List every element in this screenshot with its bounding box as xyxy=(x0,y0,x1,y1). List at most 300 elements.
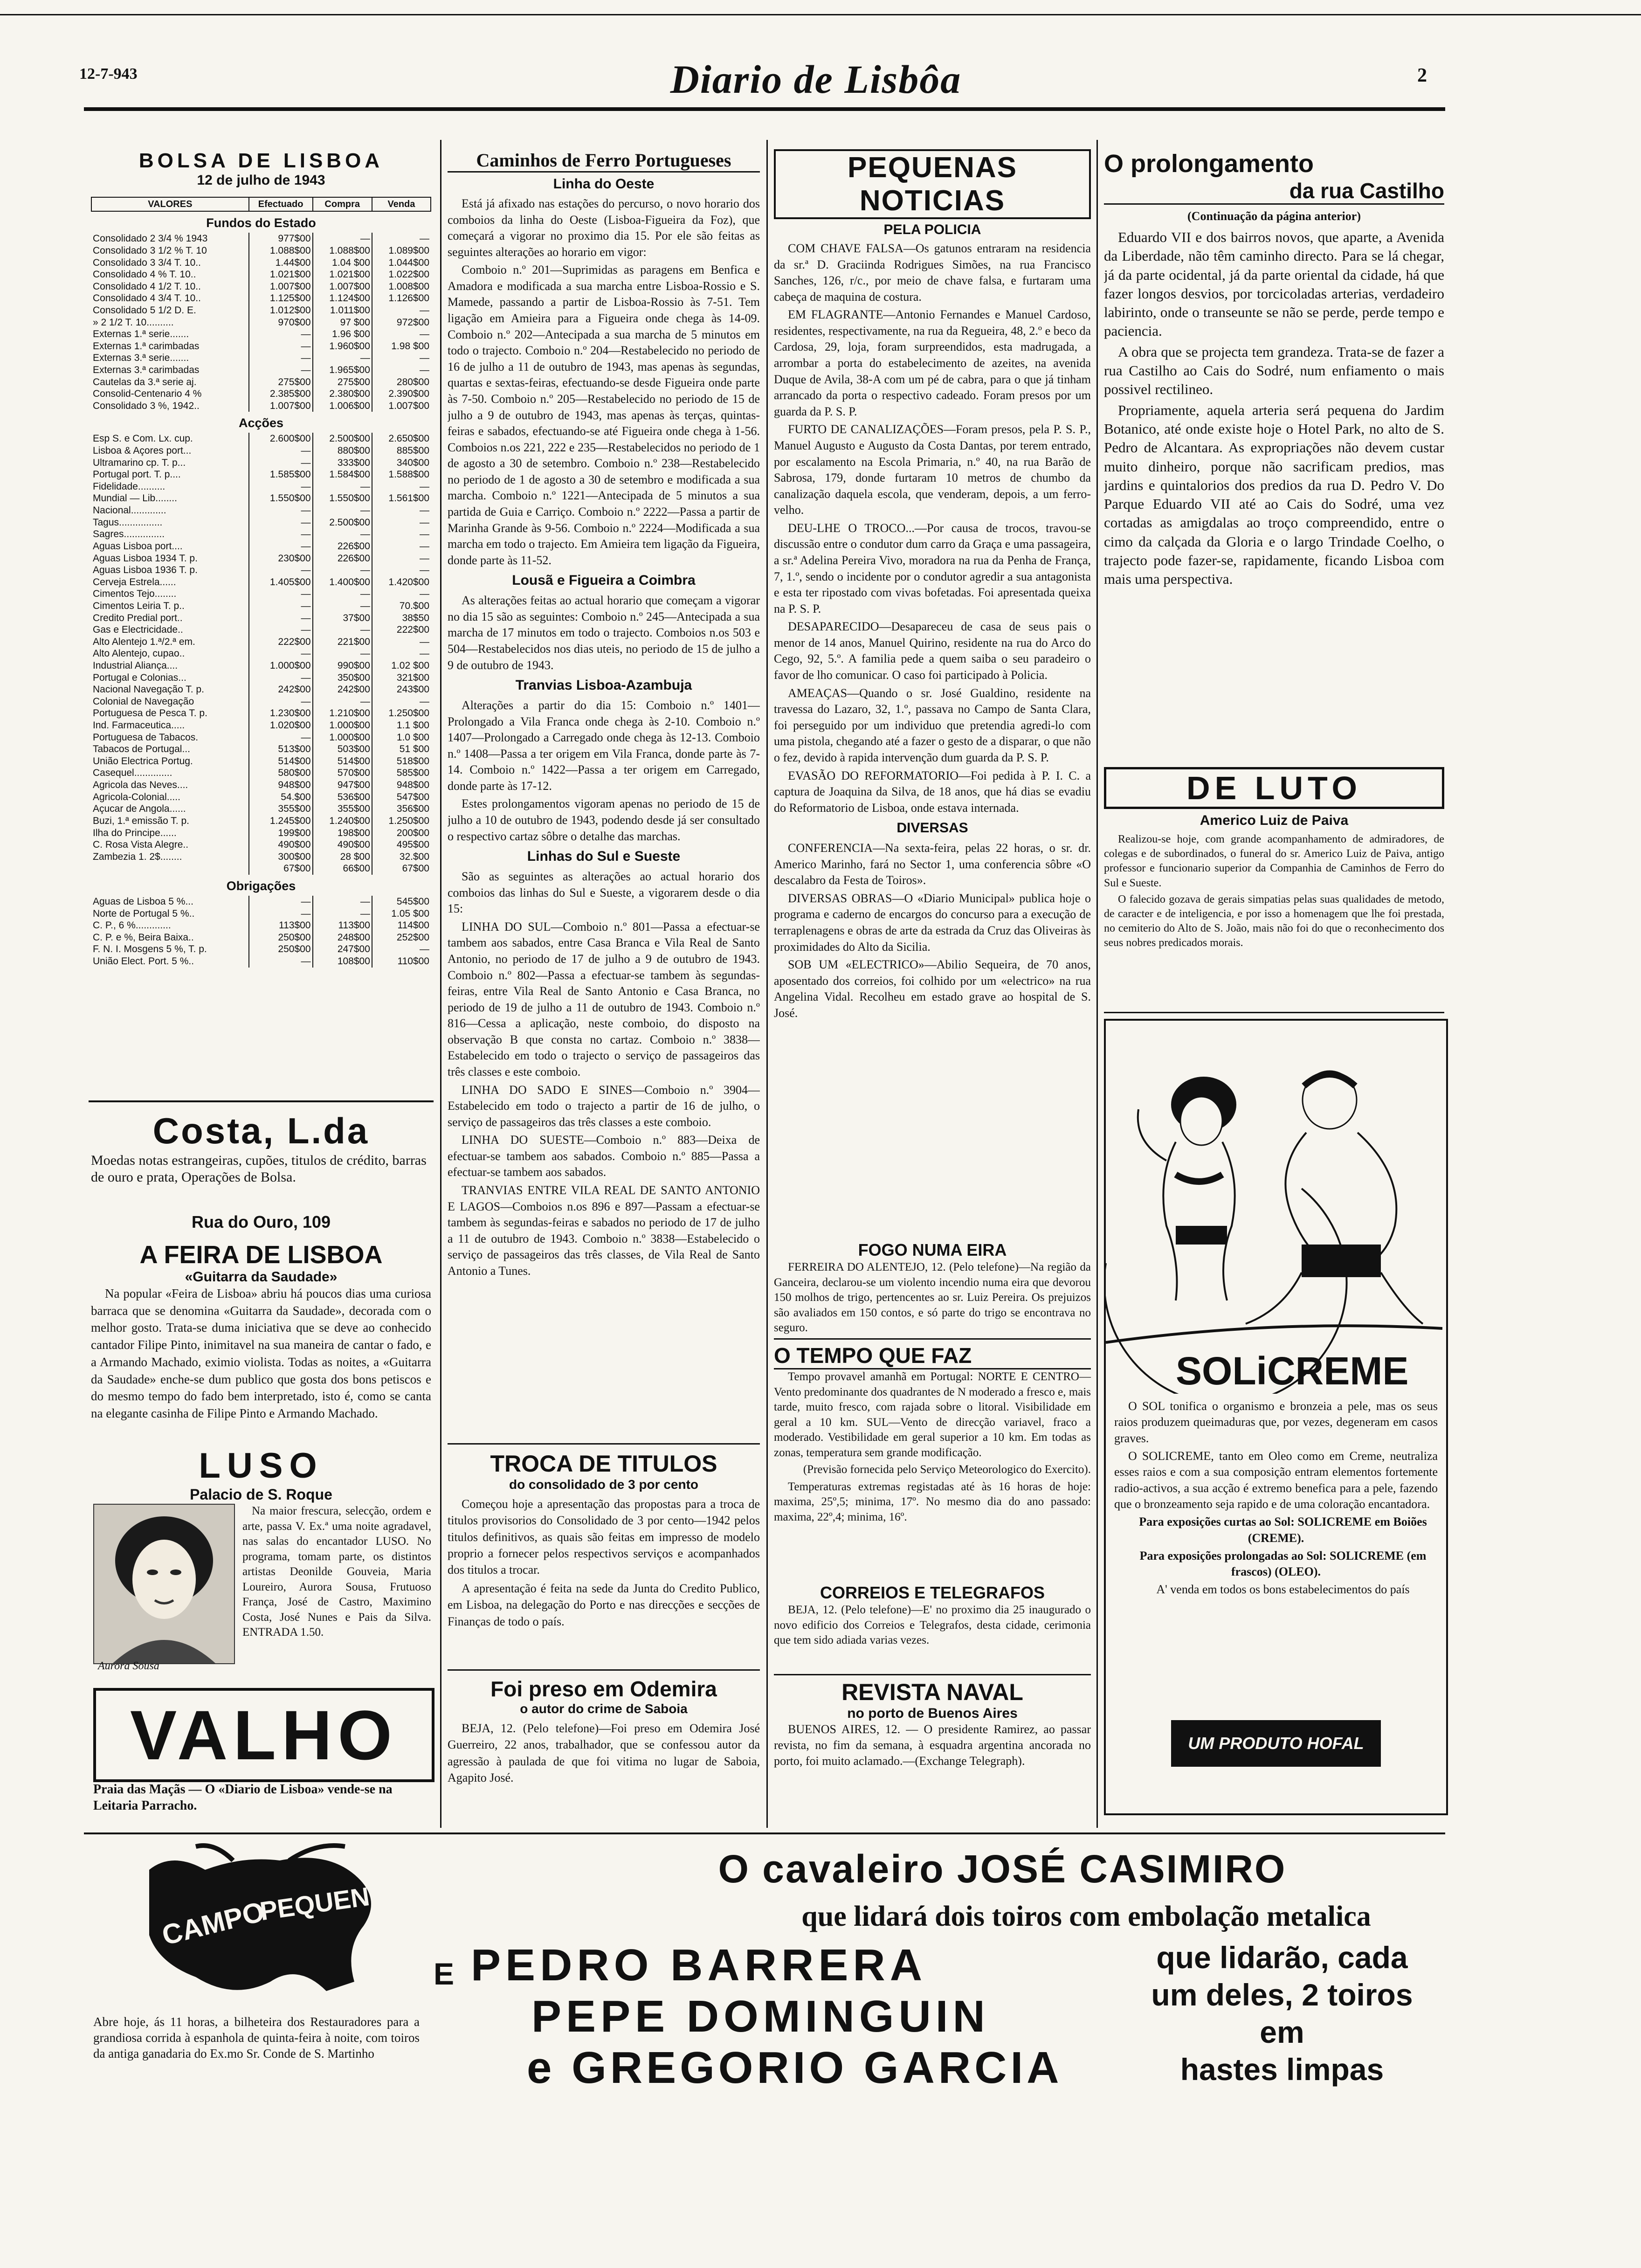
costa-line1: Moedas xyxy=(91,1153,135,1168)
price-cell: 1.000$00 xyxy=(313,719,372,732)
price-cell: 1.007$00 xyxy=(313,281,372,293)
price-cell: 1.960$00 xyxy=(313,340,372,353)
security-name: Consolidado 4 % T. 10.. xyxy=(93,269,196,280)
price-cell: 350$00 xyxy=(313,672,372,684)
security-name: Colonial de Navegação xyxy=(93,696,194,707)
price-cell: 113$00 xyxy=(313,920,372,932)
luto-name: Americo Luiz de Paiva xyxy=(1200,813,1349,828)
price-cell: 1.230$00 xyxy=(249,707,313,719)
price-cell: 1.210$00 xyxy=(313,707,372,719)
security-name: Consolid-Centenario 4 % xyxy=(93,388,202,400)
tempo-article xyxy=(774,1343,1091,1527)
cf-p5: Estes prolongamentos vigoram apenas no periodo de 15 de julho a 10 de outubro de 1943, podendo desde já ser consultado o respectivo cartaz sôbre o detalhe das marchas. xyxy=(448,797,760,843)
pn-p7: EVASÃO DO REFORMATORIO—Foi pedida à P. I. C. a captura de Joaquina da Silva, de 18 anos, que há dias se evadiu do Reformatorio de Lisboa, onde estava internada. xyxy=(774,768,1091,815)
price-cell: — xyxy=(372,943,431,955)
corrida-right2: um deles, 2 toiros xyxy=(1151,1978,1413,2012)
diversas-header: DIVERSAS xyxy=(896,820,968,836)
feira-subtitle: «Guitarra da Saudade» xyxy=(185,1269,338,1285)
price-cell: 333$00 xyxy=(313,457,372,469)
corrida-line2: que lidará dois toiros com embolação metalica xyxy=(801,1901,1371,1932)
price-cell: 1.044$00 xyxy=(372,257,431,269)
security-name: Alto Alentejo, cupao.. xyxy=(93,648,185,659)
price-cell: 885$00 xyxy=(372,445,431,457)
price-cell: 948$00 xyxy=(249,779,313,791)
security-name: Portugal e Colonias... xyxy=(93,672,186,683)
price-cell: 1.007$00 xyxy=(249,400,313,412)
castilho-cont: (Continuação da página anterior) xyxy=(1187,209,1361,223)
table-row xyxy=(91,340,431,353)
price-cell: 1.125$00 xyxy=(249,292,313,304)
sol-p1: O SOL tonifica o organismo e bronzeia a pele, mas os seus raios produzem queimaduras que, por vezes, degeneram em casos graves. xyxy=(1114,1399,1438,1445)
table-row xyxy=(91,352,431,364)
price-cell: 1.550$00 xyxy=(313,492,372,505)
price-cell: 230$00 xyxy=(249,553,313,565)
price-cell: 37$00 xyxy=(313,612,372,624)
price-cell: 32.$00 xyxy=(372,851,431,863)
price-cell: 275$00 xyxy=(249,376,313,388)
pn-p6: AMEAÇAS—Quando o sr. José Gualdino, residente na travessa do Lazaro, 32, 1.º, passava no Campo de Santa Clara, foi perseguido por um individuo que pretendia agredi-lo com uma pistola, chegando até a fazer o gesto de a disparar, o que não o fez, devido à rapida intervenção dum guarda da P. S. P. xyxy=(774,686,1091,764)
security-name: Consolidado 2 3/4 % 1943 xyxy=(93,233,208,244)
security-name: Aguas de Lisboa 5 %... xyxy=(93,896,193,907)
bolsa-title: BOLSA DE LISBOA xyxy=(138,149,384,172)
price-cell: 1.96 $00 xyxy=(313,328,372,340)
price-cell: 1.006$00 xyxy=(313,400,372,412)
fogo-text: FERREIRA DO ALENTEJO, 12. (Pelo telefone)—Na região da Ganceira, declarou-se um violento incendio numa eira que devorou 150 molhos de trigo, pertencentes ao sr. Luiz Pereira. Os prejuizos são avaliados em 150 contos, e só parte do trigo se encontrava no seguro. xyxy=(774,1261,1091,1334)
bolsa-bottom-rule xyxy=(89,1100,434,1102)
table-row xyxy=(91,791,431,803)
table-row xyxy=(91,457,431,469)
cf-title: Caminhos de Ferro Portugueses xyxy=(448,149,760,173)
price-cell: — xyxy=(249,445,313,457)
security-name: Industrial Aliança.... xyxy=(93,660,178,671)
troca-rule xyxy=(448,1669,760,1671)
table-row xyxy=(91,612,431,624)
bolsa-group-header xyxy=(91,412,431,433)
price-cell: 977$00 xyxy=(249,233,313,245)
price-cell: — xyxy=(249,457,313,469)
price-cell: — xyxy=(372,648,431,660)
campo-text: CAMPO xyxy=(159,1895,268,1951)
castilho-article xyxy=(1104,149,1444,760)
table-row xyxy=(91,660,431,672)
price-cell: 1.008$00 xyxy=(372,281,431,293)
castilho-p3: Propriamente, aquela arteria será pequena do Jardim Botanico, até onde existe hoje o Hotel Park, no alto de S. Pedro de Alcantara. As expropriações não devem custar muito dinheiro, porque não sacrificam predios, mas jardins e quintalorios dos predios da rua D. Pedro V. Do Parque Eduardo VII até ao Cais do Sodré, uma vez cortadas as amigdalas ao troço compreendido, entre o cimo da calçada da Gloria e o largo Trindade Coelho, o trajecto pode fazer-se, rapidamente, ficando Lisboa com mais uma perspectiva. xyxy=(1104,401,1444,588)
table-row xyxy=(91,505,431,517)
table-row xyxy=(91,743,431,755)
price-cell: 222$00 xyxy=(372,624,431,636)
table-row xyxy=(91,896,431,908)
price-cell: — xyxy=(249,896,313,908)
cf-h4: Linhas do Sul e Sueste xyxy=(527,849,681,864)
price-cell: — xyxy=(249,352,313,364)
col-efectuado: Efectuado xyxy=(249,197,313,211)
price-cell: — xyxy=(313,648,372,660)
price-cell: — xyxy=(372,553,431,565)
security-name: Sagres............... xyxy=(93,529,165,540)
price-cell: 355$00 xyxy=(249,803,313,815)
tempo-title: O TEMPO QUE FAZ xyxy=(774,1343,1091,1369)
bolsa-group-name: Obrigações xyxy=(226,878,296,893)
price-cell: — xyxy=(372,505,431,517)
cf-p1: Está já afixado nas estações do percurso, o novo horario dos comboios da linha do Oeste (Lisboa-Figueira da Foz), que começará a vigorar no proximo dia 15. Por ele são feitas as seguintes alterações ao horario em vigor: xyxy=(448,197,760,259)
troca-p2: A apresentação é feita na sede da Junta do Credito Publico, em Lisboa, na delegação do Porto e nas direcções e secções de Finanças de todo o país. xyxy=(448,1581,760,1628)
cf-p9: LINHA DO SUESTE—Comboio n.º 883—Deixa de efectuar-se tambem aos sabados. Comboio n.º 885—Passa a efectuar-se tambem aos sabados. xyxy=(448,1133,760,1179)
security-name: Cerveja Estrela...... xyxy=(93,576,176,588)
price-cell: — xyxy=(372,364,431,376)
cf-p8: LINHA DO SADO E SINES—Comboio n.º 3904—Estabelecido em todo o trajecto a partir de 16 de julho, o serviço de passageiros das três classes a este comboio. xyxy=(448,1083,760,1129)
price-cell: 580$00 xyxy=(249,767,313,779)
security-name: Esp S. e Com. Lx. cup. xyxy=(93,433,193,444)
price-cell: 226$00 xyxy=(313,540,372,553)
price-cell: 1.588$00 xyxy=(372,469,431,481)
col-venda: Venda xyxy=(372,197,431,211)
table-row xyxy=(91,588,431,600)
feira-text: Na popular «Feira de Lisboa» abriu há poucos dias uma curiosa barraca que se denomina «Guitarra da Saudade», decorada com o melhor gosto. Trata-se duma iniciativa que se deve ao conhecido cantador Filipe Pinto, inimitavel na sua maneira de cantar o fado, e a Armando Machado, eximio violista. Todas as noites, a «Guitarra da Saudade» enche-se dum publico que gosta dos bons petiscos e do mesmo tempo do fado bem interpretado, isto é, como se canta na elegante casinha de Filipe Pinto e Armando Machado. xyxy=(91,1286,431,1421)
security-name: Zambezia 1. 2$........ xyxy=(93,851,182,862)
revista-subtitle: no porto de Buenos Aires xyxy=(847,1706,1018,1721)
price-cell: 1.584$00 xyxy=(313,469,372,481)
price-cell: — xyxy=(372,636,431,648)
policia-header: PELA POLICIA xyxy=(883,222,981,237)
price-cell: 97 $00 xyxy=(313,317,372,329)
security-name: Consolidado 4 3/4 T. 10.. xyxy=(93,293,201,304)
costa-line3: titulos de crédito, barras de ouro e xyxy=(91,1153,427,1185)
luso-text: Na maior frescura, selecção, ordem e arte, passa V. Ex.ª uma noite agradavel, nas salas do encantador LUSO. No programa, tomam parte, os distintos artistas Deonilde Gouveia, Maria Loureiro, Aurora Sousa, Frutuoso França, José de Castro, Maximino Costa, José Nunes e Pais da Silva. ENTRADA 1.50. xyxy=(242,1505,431,1639)
valho-box xyxy=(93,1688,434,1782)
price-cell: — xyxy=(313,233,372,245)
table-row xyxy=(91,328,431,340)
price-cell: — xyxy=(249,540,313,553)
security-name: União Elect. Port. 5 %.. xyxy=(93,955,194,967)
price-cell: 490$00 xyxy=(313,839,372,851)
table-row xyxy=(91,955,431,968)
security-name: Agricola-Colonial..... xyxy=(93,791,180,802)
revista-article xyxy=(774,1679,1091,1770)
correios-text: BEJA, 12. (Pelo telefone)—E' no proximo dia 25 inaugurado o novo edificio dos Correios e Telegrafos, desta cidade, cerimonia que tem sido adiada varias vezes. xyxy=(774,1604,1091,1646)
price-cell: 1.245$00 xyxy=(249,815,313,827)
price-cell: 1.250$00 xyxy=(372,815,431,827)
bolsa-group-header xyxy=(91,211,431,233)
price-cell: — xyxy=(249,648,313,660)
cf-p2: Comboio n.º 201—Suprimidas as paragens em Benfica e Amadora e modificada a sua marcha entre Lisboa-Rossio e S. Mamede, passando a partir de Lisboa-Rossio às 7-51. Tem ligação em Amieira para a Figueira onde chega às 14-09. Comboio n.º 202—Antecipada a sua marcha de 5 minutos em todo o trajecto. Comboio n.º 204—Restabelecido no periodo de 16 de julho a 11 de outubro de 1943, mas apenas às segundas, quartas e sextas-feiras, efectuando-se desde Figueira onde parte às 7-50. Comboio n.º 205—Restabelecido no periodo de 15 de julho a 9 de outubro de 1943, mas apenas às terças, quintas-feiras e sabados, efectuando-se até Figueira onde chega à 1-56. Comboios n.os 221, 222 e 235—Restabelecidos no periodo de 1 de agosto a 30 de setembro. Comboio n.º 238—Restabelecido no periodo de 1 de agosto a 30 de setembro e modificada a sua marcha. Comboio n.º 1221—Antecipada de 5 minutos a sua partida de Guia e Carriço. Comboio n.º 2222—Passa a partir de Marinha Grande às 9-56. Comboio n.º 2224—Modificada a sua marcha em todo o trajecto. Em Amieira tem ligação da Figueira, donde parte às 11-52. xyxy=(448,263,760,567)
cf-h2: Lousã e Figueira a Coimbra xyxy=(512,573,696,588)
aurora-photo xyxy=(93,1504,235,1664)
price-cell: 1.02 $00 xyxy=(372,660,431,672)
price-cell: 28 $00 xyxy=(313,851,372,863)
security-name: Credito Predial port.. xyxy=(93,612,183,623)
table-row xyxy=(91,624,431,636)
price-cell: 280$00 xyxy=(372,376,431,388)
odemira-subtitle: o autor do crime de Saboia xyxy=(520,1701,688,1716)
luso-title: LUSO xyxy=(199,1446,324,1486)
castilho-title: O prolongamento xyxy=(1104,150,1314,178)
price-cell: 242$00 xyxy=(313,684,372,696)
hofal-product-badge: UM PRODUTO HOFAL xyxy=(1171,1720,1381,1767)
price-cell: 226$00 xyxy=(313,553,372,565)
price-cell: 54.$00 xyxy=(249,791,313,803)
security-name: Ilha do Principe...... xyxy=(93,827,177,838)
price-cell: — xyxy=(313,896,372,908)
price-cell: — xyxy=(249,612,313,624)
corrida-e: E xyxy=(434,1957,455,1991)
security-name: Buzi, 1.ª emissão T. p. xyxy=(93,815,189,826)
table-row xyxy=(91,233,431,245)
price-cell: — xyxy=(313,600,372,612)
price-cell: 970$00 xyxy=(249,317,313,329)
table-row xyxy=(91,576,431,588)
price-cell: 38$50 xyxy=(372,612,431,624)
price-cell: 2.500$00 xyxy=(313,433,372,445)
price-cell: 503$00 xyxy=(313,743,372,755)
sol-p2: O SOLICREME, tanto em Oleo como em Creme, neutraliza esses raios e com a sua composição entram elementos fortemente radio-activos, a sua acção é extremo benefica para a pele, fazendo que o bronzeamento seja rapido e de uma coloração encantadora. xyxy=(1114,1449,1438,1511)
price-cell: — xyxy=(313,564,372,576)
security-name: Cautelas da 3.ª serie aj. xyxy=(93,376,197,387)
masthead-rule xyxy=(84,107,1445,111)
security-name: Portugal port. T. p.... xyxy=(93,469,181,480)
price-cell: — xyxy=(372,588,431,600)
table-row xyxy=(91,469,431,481)
security-name: C. P., 6 %............. xyxy=(93,920,171,931)
table-row xyxy=(91,684,431,696)
price-cell: 972$00 xyxy=(372,317,431,329)
castilho-p1: Eduardo VII e dos bairros novos, que aparte, a Avenida da Liberdade, não têm caminho directo. Para se lá chegar, já da parte ocidental, já da parte oriental da cidade, há que fazer longos desvios, por torcicoladas arterias, verdadeiro labirinto, onde o transeunte se não se perde, perde tempo e paciencia. xyxy=(1104,229,1444,339)
price-cell: 1.124$00 xyxy=(313,292,372,304)
security-name: Portuguesa de Tabacos. xyxy=(93,732,199,743)
price-cell: 518$00 xyxy=(372,755,431,768)
price-cell: 514$00 xyxy=(313,755,372,768)
price-cell: 1.98 $00 xyxy=(372,340,431,353)
pn-p8: CONFERENCIA—Na sexta-feira, pelas 22 horas, o sr. dr. Americo Marinho, fará no Sector 1, uma conferencia sôbre «O descalabro da Festa de Toiros». xyxy=(774,841,1091,887)
table-row xyxy=(91,364,431,376)
table-row xyxy=(91,481,431,493)
price-cell: 570$00 xyxy=(313,767,372,779)
campo-logo xyxy=(93,1842,420,2014)
bolsa-table xyxy=(91,197,431,968)
bottom-ad-rule xyxy=(84,1832,1445,1834)
price-cell: — xyxy=(249,955,313,968)
table-row xyxy=(91,281,431,293)
name-pepe-dominguin: PEPE DOMINGUIN xyxy=(531,1991,990,2041)
bolsa-date: 12 de julho de 1943 xyxy=(197,173,325,188)
price-cell: 545$00 xyxy=(372,896,431,908)
price-cell: — xyxy=(249,340,313,353)
sol-p3: Para exposições curtas ao Sol: SOLICREME em Boiões (CREME). xyxy=(1139,1515,1427,1545)
price-cell: 1.04 $00 xyxy=(313,257,372,269)
price-cell: 221$00 xyxy=(313,636,372,648)
table-row xyxy=(91,292,431,304)
masthead-date: 12-7-943 xyxy=(79,65,138,83)
price-cell: — xyxy=(313,908,372,920)
security-name: Tabacos de Portugal... xyxy=(93,744,190,755)
table-row xyxy=(91,540,431,553)
security-name: Cimentos Tejo........ xyxy=(93,588,177,600)
pn-p2: EM FLAGRANTE—Antonio Fernandes e Manuel Cardoso, residentes, respectivamente, na rua da Regueira, 48, 2.º e beco da Cardosa, 29, loja, foram surpreendidos, esta madrugada, a arrombar a porta do estabelecimento de azeites, na avenida Duque de Avila, 38-A com um pé de cabra, para o que já tinham arrancado da porta o respectivo cadeado. Foram presos por um guarda da P. S. P. xyxy=(774,308,1091,418)
correios-rule xyxy=(774,1674,1091,1675)
price-cell: 114$00 xyxy=(372,920,431,932)
cf-p6: São as seguintes as alterações ao actual horario dos comboios das linhas do Sul e Sueste, a vigorarem desde o dia 15: xyxy=(448,870,760,916)
security-name: União Electrica Portug. xyxy=(93,755,193,767)
bull-logo xyxy=(93,1842,420,2014)
price-cell: 1.0 $00 xyxy=(372,732,431,744)
corrida-right4: hastes limpas xyxy=(1180,2052,1384,2087)
col-rule-3 xyxy=(1096,140,1098,1828)
pn-p4: DEU-LHE O TROCO...—Por causa de trocos, travou-se discussão entre o condutor dum carro da Graça e uma passageira, a sr.ª Adelina Pereira Vivo, moradora na rua da Penha de França, 7, 1.º, sendo o incidente por o condutor agredir a sua antagonista e esta ter ripostado com vivas bofetadas. Foi apresentada queixa na P. S. P. xyxy=(774,521,1091,615)
price-cell: 1.000$00 xyxy=(313,732,372,744)
price-cell: 1.022$00 xyxy=(372,269,431,281)
security-name: Consolidado 3 3/4 T. 10.. xyxy=(93,257,201,268)
top-rule xyxy=(0,14,1641,15)
table-row xyxy=(91,755,431,768)
price-cell: 66$00 xyxy=(313,863,372,875)
bolsa-section xyxy=(91,149,431,1096)
security-name: Tagus................ xyxy=(93,517,163,528)
troca-title: TROCA DE TITULOS xyxy=(490,1451,717,1477)
price-cell: 321$00 xyxy=(372,672,431,684)
correios-article xyxy=(774,1583,1091,1650)
table-row xyxy=(91,600,431,612)
price-cell: — xyxy=(372,481,431,493)
security-name: C. Rosa Vista Alegre.. xyxy=(93,839,189,850)
odemira-text: BEJA, 12. (Pelo telefone)—Foi preso em Odemira José Guerreiro, 22 anos, trabalhador, que se confessou autor da agressão à paulada de que foi vitima no lugar de Saboia, Agapito José. xyxy=(448,1722,760,1785)
luto-article xyxy=(1104,767,1444,953)
price-cell: — xyxy=(249,732,313,744)
price-cell: — xyxy=(372,328,431,340)
name-gregorio-garcia: e GREGORIO GARCIA xyxy=(527,2043,1063,2093)
price-cell: 250$00 xyxy=(249,943,313,955)
solcreme-ad xyxy=(1104,1019,1448,1815)
table-row xyxy=(91,719,431,732)
price-cell: — xyxy=(249,696,313,708)
odemira-article xyxy=(448,1676,760,1788)
table-row xyxy=(91,767,431,779)
table-row xyxy=(91,317,431,329)
valho-title: VALHO xyxy=(130,1696,398,1774)
table-row xyxy=(91,376,431,388)
costa-name: Costa, L.da xyxy=(152,1110,370,1151)
price-cell: 70.$00 xyxy=(372,600,431,612)
price-cell: 51 $00 xyxy=(372,743,431,755)
price-cell: 1.585$00 xyxy=(249,469,313,481)
price-cell: — xyxy=(372,352,431,364)
correios-title: CORREIOS E TELEGRAFOS xyxy=(820,1583,1045,1602)
page-number: 2 xyxy=(1417,65,1427,86)
security-name: Fidelidade.......... xyxy=(93,481,165,492)
price-cell: 1.021$00 xyxy=(313,269,372,281)
security-name: Ind. Farmaceutica..... xyxy=(93,720,185,731)
corrida-right1: que lidarão, cada xyxy=(1156,1940,1408,1975)
security-name: Consolidado 3 1/2 % T. 10 xyxy=(93,245,207,256)
security-name: Consolidado 5 1/2 D. E. xyxy=(93,304,196,316)
tempo-p3: Temperaturas extremas registadas até às 16 horas de hoje: maxima, 25º,5; minima, 17º. No mesmo dia do ano passado: maxima, 22º,4; minima, 16º. xyxy=(774,1480,1091,1523)
price-cell: 1.088$00 xyxy=(313,245,372,257)
table-row xyxy=(91,257,431,269)
odemira-title: Foi preso em Odemira xyxy=(490,1677,717,1701)
fogo-article xyxy=(774,1240,1091,1338)
security-name: Ultramarino cp. T. p... xyxy=(93,457,186,468)
price-cell: 356$00 xyxy=(372,803,431,815)
security-name: Casequel.............. xyxy=(93,768,172,779)
price-cell: 990$00 xyxy=(313,660,372,672)
tempo-p2: (Previsão fornecida pelo Serviço Meteorologico do Exercito). xyxy=(803,1463,1091,1476)
pequeno-text: PEQUENO xyxy=(258,1878,392,1926)
cf-rule xyxy=(448,1443,760,1445)
price-cell: 513$00 xyxy=(249,743,313,755)
price-cell: 1.089$00 xyxy=(372,245,431,257)
security-name xyxy=(91,863,249,875)
security-name: Açucar de Angola...... xyxy=(93,803,186,815)
price-cell: 2.390$00 xyxy=(372,388,431,400)
table-row xyxy=(91,636,431,648)
price-cell: — xyxy=(249,624,313,636)
price-cell: — xyxy=(249,481,313,493)
security-name: Lisboa & Açores port... xyxy=(93,445,192,456)
revista-title: REVISTA NAVAL xyxy=(841,1679,1023,1705)
security-name: Mundial — Lib........ xyxy=(93,493,177,504)
luto-rule xyxy=(1104,1012,1444,1013)
price-cell: 2.500$00 xyxy=(313,517,372,529)
table-row xyxy=(91,943,431,955)
costa-address: Rua do Ouro, 109 xyxy=(191,1212,331,1231)
sol-p5: A' venda em todos os bons estabelecimentos do país xyxy=(1156,1583,1410,1597)
price-cell: 199$00 xyxy=(249,827,313,839)
price-cell: — xyxy=(313,505,372,517)
bolsa-group-name: Acções xyxy=(238,416,284,430)
price-cell: 495$00 xyxy=(372,839,431,851)
price-cell: 250$00 xyxy=(249,932,313,944)
price-cell: 514$00 xyxy=(249,755,313,768)
name-pedro-barrera: PEDRO BARRERA xyxy=(471,1940,927,1990)
campo-text-block: Abre hoje, ás 11 horas, a bilheteira dos Restauradores para a grandiosa corrida à espanhola de quinta-feira à noite, com toiros da antiga ganadaria do Ex.mo Sr. Conde de S. Martinho xyxy=(93,2015,420,2061)
cf-p4: Alterações a partir do dia 15: Comboio n.º 1401—Prolongado a Vila Franca onde chega às 2-10. Comboio n.º 1407—Prolongado a Carregado onde chega às 12-13. Comboio n.º 1408—Passa a ter origem em Vila Franca, donde parte às 7-14. Comboio n.º 1422—Passa a ter origem em Carregado, donde parte às 17-12. xyxy=(448,698,760,793)
pequenas-title: PEQUENAS NOTICIAS xyxy=(774,149,1091,219)
price-cell: 247$00 xyxy=(313,943,372,955)
price-cell: 490$00 xyxy=(249,839,313,851)
price-cell: 1.020$00 xyxy=(249,719,313,732)
price-cell: — xyxy=(372,528,431,540)
security-name: Gas e Electricidade.. xyxy=(93,624,183,636)
price-cell: — xyxy=(249,505,313,517)
price-cell: 222$00 xyxy=(249,636,313,648)
price-cell: — xyxy=(372,517,431,529)
table-row xyxy=(91,863,431,875)
table-row xyxy=(91,400,431,412)
table-row xyxy=(91,269,431,281)
tempo-p1: Tempo provavel amanhã em Portugal: NORTE E CENTRO—Vento predominante dos quadrantes de N moderado a fresco e, mais tarde, muito fresco, com rajada sobre o litoral. Visibilidade em geral a 10 km. SUL—Vento de direcção variavel, fraco a moderado. Vestibilidade em geral superior a 10 km. Em todas as zonas, temperatura sem grande modificação. xyxy=(774,1370,1091,1459)
castilho-p2: A obra que se projecta tem grandeza. Trata-se de fazer a rua Castilho ao Cais do Sodré, num enfiamento o mais possivel rectilineo. xyxy=(1104,343,1444,398)
valho-note: Praia das Maçãs — O «Diario de Lisboa» vende-se na Leitaria Parracho. xyxy=(93,1782,393,1813)
price-cell: 1.561$00 xyxy=(372,492,431,505)
security-name: Consolidado 4 1/2 T. 10.. xyxy=(93,281,201,292)
price-cell: 1.05 $00 xyxy=(372,908,431,920)
table-row xyxy=(91,304,431,317)
security-name: Alto Alentejo 1.ª/2.ª em. xyxy=(93,636,195,647)
costa-line4: prata, Operações de Bolsa. xyxy=(146,1169,296,1185)
luso-subtitle: Palacio de S. Roque xyxy=(190,1486,332,1503)
price-cell: 1.400$00 xyxy=(313,576,372,588)
price-cell: — xyxy=(249,564,313,576)
table-row xyxy=(91,920,431,932)
table-row xyxy=(91,245,431,257)
price-cell: 248$00 xyxy=(313,932,372,944)
luto-title: DE LUTO xyxy=(1104,767,1444,809)
cf-article xyxy=(448,149,760,1436)
table-row xyxy=(91,851,431,863)
price-cell: 880$00 xyxy=(313,445,372,457)
security-name: Externas 1.ª serie....... xyxy=(93,329,189,340)
costa-line2: notas estrangeiras, cupões, xyxy=(138,1153,288,1168)
price-cell: 1.240$00 xyxy=(313,815,372,827)
table-row xyxy=(91,815,431,827)
